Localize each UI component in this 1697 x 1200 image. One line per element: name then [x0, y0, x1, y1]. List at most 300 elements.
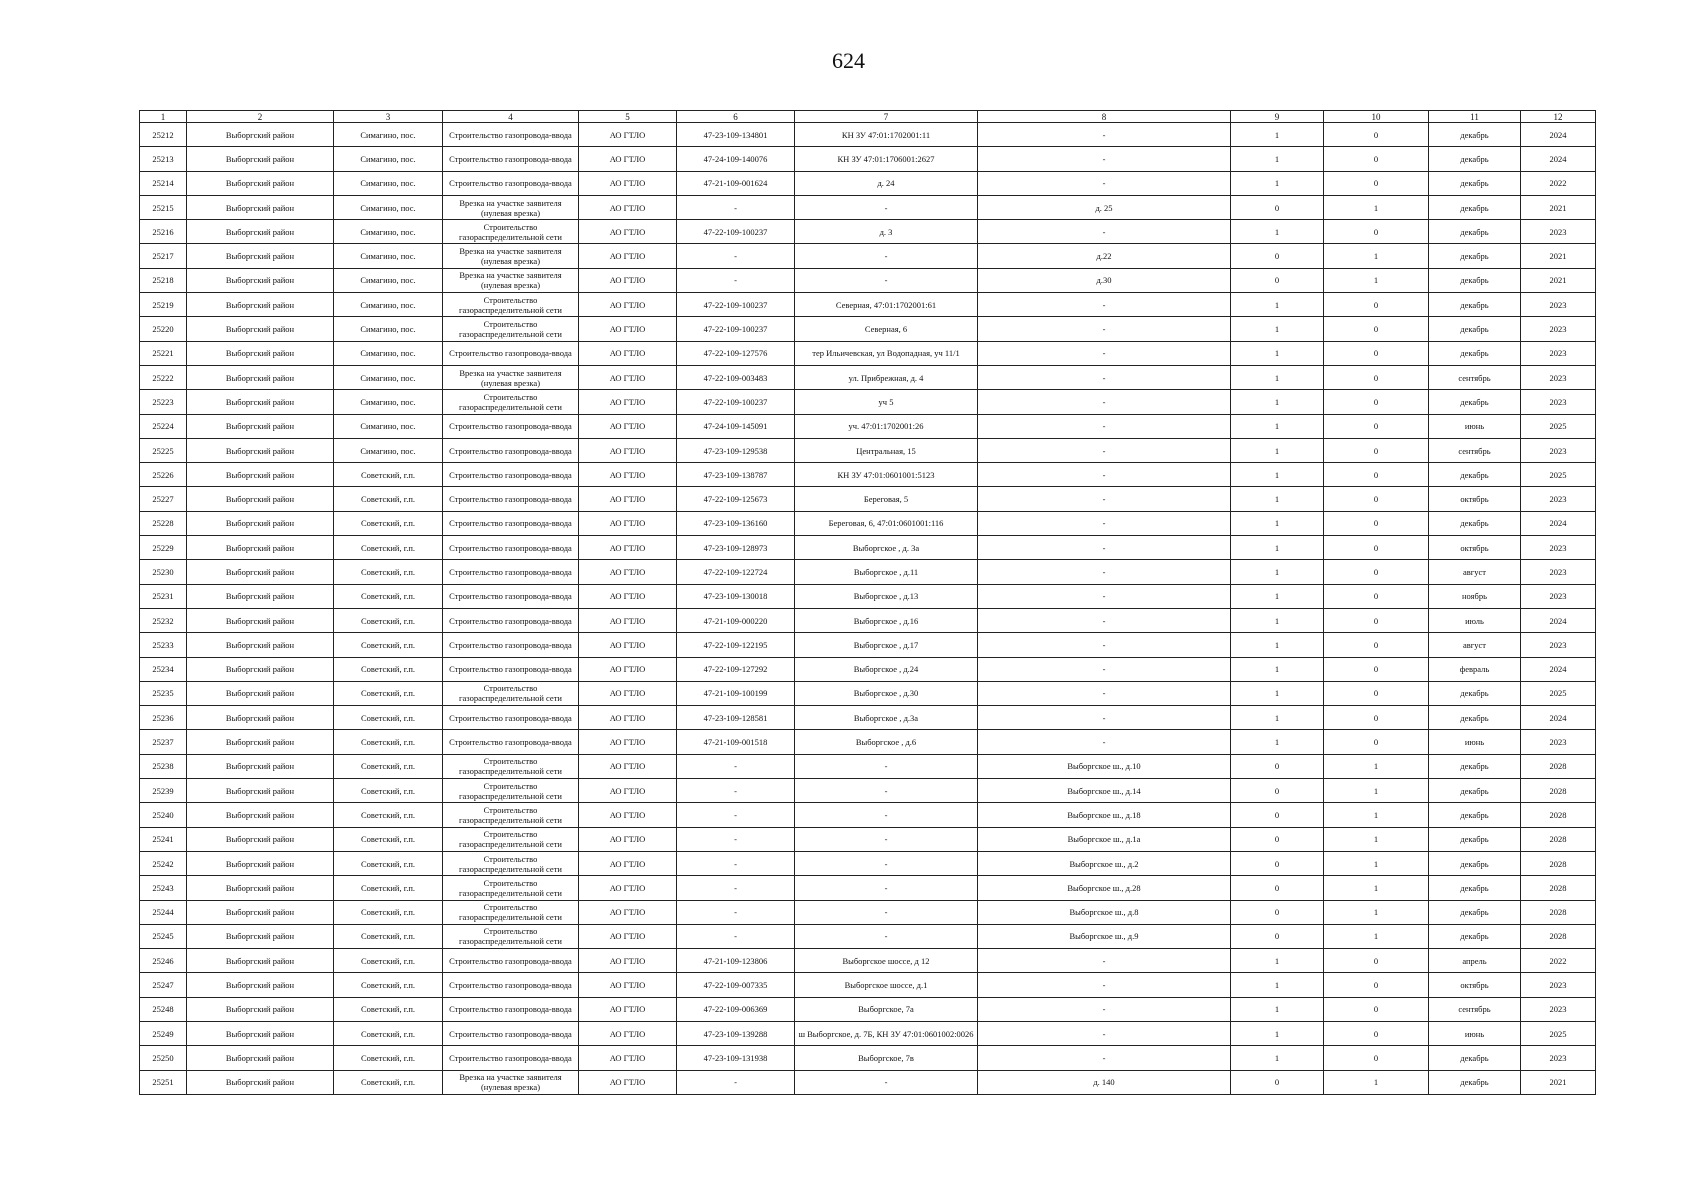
cell-month: декабрь: [1429, 754, 1521, 778]
cell-application-number: -: [677, 195, 795, 219]
cell-work-type: Строительство газораспределительной сети: [443, 924, 579, 948]
cell-year: 2021: [1521, 1070, 1596, 1094]
cell-settlement: Советский, г.п.: [334, 608, 443, 632]
cell-address: -: [795, 827, 978, 851]
cell-month: декабрь: [1429, 317, 1521, 341]
cell-work-type: Строительство газопровода-ввода: [443, 608, 579, 632]
table-row: [140, 414, 1596, 438]
cell-district: Выборгский район: [187, 365, 334, 389]
cell-row-number: 25226: [140, 463, 187, 487]
cell-month: декабрь: [1429, 195, 1521, 219]
cell-row-number: 25235: [140, 681, 187, 705]
cell-work-type: Строительство газораспределительной сети: [443, 851, 579, 875]
cell-work-type: Строительство газопровода-ввода: [443, 1046, 579, 1070]
cell-settlement: Советский, г.п.: [334, 536, 443, 560]
cell-organization: АО ГТЛО: [579, 730, 677, 754]
cell-zero-tap-count: 0: [1324, 293, 1429, 317]
cell-address: ш Выборгское, д. 7Б, КН ЗУ 47:01:0601002:0026: [795, 1021, 978, 1045]
cell-organization: АО ГТЛО: [579, 414, 677, 438]
cell-zero-tap-address: д.30: [978, 268, 1231, 292]
cell-organization: АО ГТЛО: [579, 487, 677, 511]
cell-application-number: 47-22-109-100237: [677, 317, 795, 341]
cell-work-type: Строительство газопровода-ввода: [443, 973, 579, 997]
cell-gas-input-count: 1: [1231, 147, 1324, 171]
cell-district: Выборгский район: [187, 608, 334, 632]
cell-zero-tap-count: 0: [1324, 123, 1429, 147]
cell-gas-input-count: 1: [1231, 390, 1324, 414]
cell-application-number: -: [677, 754, 795, 778]
cell-gas-input-count: 0: [1231, 244, 1324, 268]
cell-district: Выборгский район: [187, 851, 334, 875]
cell-row-number: 25239: [140, 779, 187, 803]
cell-settlement: Советский, г.п.: [334, 730, 443, 754]
cell-district: Выборгский район: [187, 973, 334, 997]
cell-settlement: Советский, г.п.: [334, 584, 443, 608]
cell-district: Выборгский район: [187, 171, 334, 195]
cell-work-type: Строительство газопровода-ввода: [443, 536, 579, 560]
cell-zero-tap-address: -: [978, 973, 1231, 997]
cell-year: 2023: [1521, 487, 1596, 511]
cell-address: ул. Прибрежная, д. 4: [795, 365, 978, 389]
cell-zero-tap-count: 0: [1324, 390, 1429, 414]
cell-year: 2025: [1521, 1021, 1596, 1045]
cell-zero-tap-address: -: [978, 730, 1231, 754]
cell-zero-tap-address: -: [978, 1021, 1231, 1045]
cell-zero-tap-address: Выборгское ш., д.18: [978, 803, 1231, 827]
cell-settlement: Симагино, пос.: [334, 123, 443, 147]
cell-settlement: Советский, г.п.: [334, 827, 443, 851]
cell-work-type: Строительство газопровода-ввода: [443, 414, 579, 438]
cell-district: Выборгский район: [187, 244, 334, 268]
cell-work-type: Строительство газораспределительной сети: [443, 900, 579, 924]
cell-organization: АО ГТЛО: [579, 876, 677, 900]
cell-zero-tap-count: 1: [1324, 851, 1429, 875]
cell-year: 2023: [1521, 341, 1596, 365]
cell-zero-tap-count: 0: [1324, 949, 1429, 973]
table-row: [140, 803, 1596, 827]
table-row: [140, 195, 1596, 219]
cell-application-number: 47-22-109-127576: [677, 341, 795, 365]
cell-month: сентябрь: [1429, 365, 1521, 389]
cell-settlement: Советский, г.п.: [334, 1070, 443, 1094]
cell-settlement: Советский, г.п.: [334, 463, 443, 487]
cell-settlement: Симагино, пос.: [334, 171, 443, 195]
cell-address: -: [795, 803, 978, 827]
cell-month: февраль: [1429, 657, 1521, 681]
cell-month: октябрь: [1429, 973, 1521, 997]
cell-row-number: 25229: [140, 536, 187, 560]
cell-gas-input-count: 1: [1231, 584, 1324, 608]
cell-gas-input-count: 1: [1231, 706, 1324, 730]
cell-zero-tap-address: -: [978, 584, 1231, 608]
column-header: 6: [677, 111, 795, 123]
cell-zero-tap-count: 0: [1324, 341, 1429, 365]
cell-organization: АО ГТЛО: [579, 244, 677, 268]
cell-address: -: [795, 1070, 978, 1094]
cell-application-number: 47-23-109-136160: [677, 511, 795, 535]
cell-gas-input-count: 0: [1231, 803, 1324, 827]
cell-district: Выборгский район: [187, 730, 334, 754]
cell-district: Выборгский район: [187, 1070, 334, 1094]
cell-work-type: Строительство газораспределительной сети: [443, 827, 579, 851]
cell-row-number: 25240: [140, 803, 187, 827]
cell-settlement: Симагино, пос.: [334, 317, 443, 341]
cell-application-number: 47-22-109-007335: [677, 973, 795, 997]
cell-zero-tap-address: -: [978, 681, 1231, 705]
cell-zero-tap-address: -: [978, 438, 1231, 462]
cell-application-number: -: [677, 827, 795, 851]
cell-year: 2023: [1521, 560, 1596, 584]
table-row: [140, 949, 1596, 973]
table-row: [140, 560, 1596, 584]
cell-zero-tap-address: -: [978, 1046, 1231, 1070]
cell-district: Выборгский район: [187, 123, 334, 147]
cell-work-type: Строительство газопровода-ввода: [443, 147, 579, 171]
cell-work-type: Строительство газопровода-ввода: [443, 463, 579, 487]
table-row: [140, 1070, 1596, 1094]
cell-row-number: 25243: [140, 876, 187, 900]
cell-zero-tap-address: -: [978, 657, 1231, 681]
cell-address: уч. 47:01:1702001:26: [795, 414, 978, 438]
cell-year: 2021: [1521, 195, 1596, 219]
cell-application-number: 47-22-109-100237: [677, 293, 795, 317]
cell-row-number: 25213: [140, 147, 187, 171]
cell-gas-input-count: 1: [1231, 293, 1324, 317]
table-row: [140, 973, 1596, 997]
table-row: [140, 608, 1596, 632]
cell-application-number: 47-24-109-145091: [677, 414, 795, 438]
column-header: 5: [579, 111, 677, 123]
cell-address: Выборгское , д.24: [795, 657, 978, 681]
cell-work-type: Строительство газораспределительной сети: [443, 390, 579, 414]
cell-zero-tap-count: 0: [1324, 1046, 1429, 1070]
cell-gas-input-count: 1: [1231, 438, 1324, 462]
cell-row-number: 25245: [140, 924, 187, 948]
cell-zero-tap-address: -: [978, 997, 1231, 1021]
cell-gas-input-count: 1: [1231, 536, 1324, 560]
cell-organization: АО ГТЛО: [579, 754, 677, 778]
cell-year: 2028: [1521, 803, 1596, 827]
table-row: [140, 827, 1596, 851]
cell-application-number: -: [677, 900, 795, 924]
cell-application-number: 47-21-109-001624: [677, 171, 795, 195]
cell-district: Выборгский район: [187, 706, 334, 730]
cell-zero-tap-count: 0: [1324, 681, 1429, 705]
cell-address: Северная, 6: [795, 317, 978, 341]
table-row: [140, 657, 1596, 681]
cell-application-number: 47-22-109-006369: [677, 997, 795, 1021]
cell-row-number: 25232: [140, 608, 187, 632]
table-row: [140, 851, 1596, 875]
cell-application-number: 47-21-109-123806: [677, 949, 795, 973]
cell-organization: АО ГТЛО: [579, 657, 677, 681]
cell-zero-tap-count: 0: [1324, 171, 1429, 195]
cell-work-type: Строительство газопровода-ввода: [443, 341, 579, 365]
cell-gas-input-count: 1: [1231, 657, 1324, 681]
cell-organization: АО ГТЛО: [579, 195, 677, 219]
cell-gas-input-count: 0: [1231, 268, 1324, 292]
cell-organization: АО ГТЛО: [579, 268, 677, 292]
cell-zero-tap-address: Выборгское ш., д.10: [978, 754, 1231, 778]
cell-address: -: [795, 779, 978, 803]
cell-year: 2021: [1521, 244, 1596, 268]
cell-month: декабрь: [1429, 390, 1521, 414]
cell-month: июнь: [1429, 1021, 1521, 1045]
cell-year: 2023: [1521, 584, 1596, 608]
cell-year: 2024: [1521, 608, 1596, 632]
table-row: [140, 365, 1596, 389]
cell-row-number: 25219: [140, 293, 187, 317]
cell-address: -: [795, 195, 978, 219]
cell-year: 2028: [1521, 924, 1596, 948]
cell-month: декабрь: [1429, 827, 1521, 851]
cell-month: декабрь: [1429, 924, 1521, 948]
cell-year: 2028: [1521, 779, 1596, 803]
cell-year: 2028: [1521, 851, 1596, 875]
cell-gas-input-count: 1: [1231, 1046, 1324, 1070]
table-row: [140, 244, 1596, 268]
cell-organization: АО ГТЛО: [579, 390, 677, 414]
table-row: [140, 584, 1596, 608]
cell-row-number: 25238: [140, 754, 187, 778]
cell-organization: АО ГТЛО: [579, 584, 677, 608]
cell-zero-tap-address: -: [978, 536, 1231, 560]
cell-month: декабрь: [1429, 511, 1521, 535]
cell-address: Выборгское , д.11: [795, 560, 978, 584]
column-header: 10: [1324, 111, 1429, 123]
cell-work-type: Строительство газопровода-ввода: [443, 633, 579, 657]
cell-work-type: Врезка на участке заявителя (нулевая врезка): [443, 268, 579, 292]
cell-settlement: Симагино, пос.: [334, 195, 443, 219]
cell-zero-tap-address: д. 140: [978, 1070, 1231, 1094]
cell-work-type: Строительство газопровода-ввода: [443, 584, 579, 608]
cell-row-number: 25228: [140, 511, 187, 535]
cell-row-number: 25249: [140, 1021, 187, 1045]
cell-zero-tap-count: 0: [1324, 487, 1429, 511]
cell-gas-input-count: 1: [1231, 487, 1324, 511]
cell-year: 2025: [1521, 681, 1596, 705]
cell-organization: АО ГТЛО: [579, 293, 677, 317]
cell-settlement: Симагино, пос.: [334, 268, 443, 292]
column-header: 4: [443, 111, 579, 123]
page-number: 624: [832, 48, 865, 73]
cell-zero-tap-count: 0: [1324, 147, 1429, 171]
cell-gas-input-count: 1: [1231, 341, 1324, 365]
cell-settlement: Симагино, пос.: [334, 438, 443, 462]
cell-application-number: 47-22-109-122724: [677, 560, 795, 584]
cell-zero-tap-count: 0: [1324, 511, 1429, 535]
cell-year: 2028: [1521, 754, 1596, 778]
cell-zero-tap-address: -: [978, 171, 1231, 195]
cell-application-number: -: [677, 851, 795, 875]
cell-zero-tap-address: -: [978, 365, 1231, 389]
cell-month: декабрь: [1429, 1070, 1521, 1094]
cell-zero-tap-count: 0: [1324, 317, 1429, 341]
table-body: [140, 123, 1596, 1095]
cell-zero-tap-address: -: [978, 511, 1231, 535]
cell-year: 2023: [1521, 730, 1596, 754]
cell-application-number: 47-22-109-003483: [677, 365, 795, 389]
cell-work-type: Строительство газопровода-ввода: [443, 487, 579, 511]
cell-zero-tap-address: -: [978, 608, 1231, 632]
cell-row-number: 25215: [140, 195, 187, 219]
table-row: [140, 997, 1596, 1021]
cell-zero-tap-count: 0: [1324, 608, 1429, 632]
cell-year: 2024: [1521, 147, 1596, 171]
cell-district: Выборгский район: [187, 536, 334, 560]
cell-organization: АО ГТЛО: [579, 924, 677, 948]
cell-organization: АО ГТЛО: [579, 997, 677, 1021]
cell-district: Выборгский район: [187, 657, 334, 681]
cell-gas-input-count: 1: [1231, 463, 1324, 487]
cell-gas-input-count: 0: [1231, 195, 1324, 219]
cell-zero-tap-address: -: [978, 463, 1231, 487]
cell-organization: АО ГТЛО: [579, 123, 677, 147]
table-row: [140, 438, 1596, 462]
cell-district: Выборгский район: [187, 220, 334, 244]
cell-work-type: Строительство газораспределительной сети: [443, 317, 579, 341]
cell-district: Выборгский район: [187, 633, 334, 657]
cell-year: 2023: [1521, 438, 1596, 462]
cell-month: декабрь: [1429, 681, 1521, 705]
cell-organization: АО ГТЛО: [579, 779, 677, 803]
cell-organization: АО ГТЛО: [579, 706, 677, 730]
cell-zero-tap-count: 1: [1324, 268, 1429, 292]
cell-address: Выборгское , д.13: [795, 584, 978, 608]
cell-year: 2028: [1521, 876, 1596, 900]
cell-row-number: 25246: [140, 949, 187, 973]
cell-address: уч 5: [795, 390, 978, 414]
cell-year: 2028: [1521, 900, 1596, 924]
cell-year: 2023: [1521, 365, 1596, 389]
cell-year: 2022: [1521, 949, 1596, 973]
cell-row-number: 25251: [140, 1070, 187, 1094]
table-row: [140, 754, 1596, 778]
cell-address: Береговая, 6, 47:01:0601001:116: [795, 511, 978, 535]
cell-address: -: [795, 754, 978, 778]
cell-address: -: [795, 876, 978, 900]
cell-settlement: Советский, г.п.: [334, 754, 443, 778]
column-header: 7: [795, 111, 978, 123]
cell-address: -: [795, 244, 978, 268]
cell-work-type: Врезка на участке заявителя (нулевая врезка): [443, 365, 579, 389]
cell-row-number: 25225: [140, 438, 187, 462]
cell-zero-tap-count: 0: [1324, 657, 1429, 681]
cell-address: Северная, 47:01:1702001:61: [795, 293, 978, 317]
cell-address: Выборгское , д.30: [795, 681, 978, 705]
cell-work-type: Строительство газопровода-ввода: [443, 171, 579, 195]
cell-settlement: Советский, г.п.: [334, 560, 443, 584]
cell-row-number: 25247: [140, 973, 187, 997]
cell-work-type: Строительство газопровода-ввода: [443, 657, 579, 681]
cell-gas-input-count: 1: [1231, 949, 1324, 973]
cell-month: апрель: [1429, 949, 1521, 973]
table-row: [140, 706, 1596, 730]
cell-row-number: 25220: [140, 317, 187, 341]
cell-district: Выборгский район: [187, 195, 334, 219]
table-row: [140, 123, 1596, 147]
cell-address: -: [795, 900, 978, 924]
cell-address: -: [795, 851, 978, 875]
cell-organization: АО ГТЛО: [579, 171, 677, 195]
column-header: 11: [1429, 111, 1521, 123]
cell-row-number: 25212: [140, 123, 187, 147]
header-row: [140, 111, 1596, 123]
cell-application-number: -: [677, 268, 795, 292]
cell-row-number: 25234: [140, 657, 187, 681]
cell-address: Выборгское , д.3а: [795, 706, 978, 730]
cell-row-number: 25216: [140, 220, 187, 244]
cell-zero-tap-count: 0: [1324, 365, 1429, 389]
cell-district: Выборгский район: [187, 268, 334, 292]
cell-row-number: 25236: [140, 706, 187, 730]
cell-settlement: Советский, г.п.: [334, 681, 443, 705]
cell-gas-input-count: 1: [1231, 997, 1324, 1021]
cell-row-number: 25221: [140, 341, 187, 365]
cell-zero-tap-address: -: [978, 487, 1231, 511]
cell-zero-tap-address: -: [978, 317, 1231, 341]
cell-month: декабрь: [1429, 900, 1521, 924]
cell-year: 2024: [1521, 706, 1596, 730]
cell-zero-tap-count: 0: [1324, 730, 1429, 754]
cell-zero-tap-address: Выборгское ш., д.14: [978, 779, 1231, 803]
cell-organization: АО ГТЛО: [579, 438, 677, 462]
cell-gas-input-count: 1: [1231, 730, 1324, 754]
cell-zero-tap-count: 1: [1324, 754, 1429, 778]
table-row: [140, 779, 1596, 803]
cell-district: Выборгский район: [187, 147, 334, 171]
cell-application-number: 47-22-109-125673: [677, 487, 795, 511]
cell-row-number: 25233: [140, 633, 187, 657]
cell-address: Выборгское шоссе, д.1: [795, 973, 978, 997]
cell-month: декабрь: [1429, 803, 1521, 827]
cell-year: 2021: [1521, 268, 1596, 292]
cell-row-number: 25230: [140, 560, 187, 584]
cell-work-type: Строительство газораспределительной сети: [443, 293, 579, 317]
cell-district: Выборгский район: [187, 317, 334, 341]
cell-work-type: Строительство газораспределительной сети: [443, 779, 579, 803]
cell-row-number: 25224: [140, 414, 187, 438]
cell-month: декабрь: [1429, 851, 1521, 875]
cell-application-number: -: [677, 876, 795, 900]
cell-month: декабрь: [1429, 244, 1521, 268]
cell-district: Выборгский район: [187, 949, 334, 973]
table-row: [140, 317, 1596, 341]
cell-district: Выборгский район: [187, 997, 334, 1021]
cell-zero-tap-count: 0: [1324, 633, 1429, 657]
cell-year: 2024: [1521, 657, 1596, 681]
cell-organization: АО ГТЛО: [579, 463, 677, 487]
cell-zero-tap-count: 0: [1324, 584, 1429, 608]
table-row: [140, 681, 1596, 705]
cell-month: декабрь: [1429, 779, 1521, 803]
cell-settlement: Советский, г.п.: [334, 511, 443, 535]
cell-application-number: 47-23-109-138787: [677, 463, 795, 487]
cell-row-number: 25237: [140, 730, 187, 754]
cell-application-number: -: [677, 1070, 795, 1094]
cell-month: декабрь: [1429, 293, 1521, 317]
cell-district: Выборгский район: [187, 584, 334, 608]
cell-application-number: 47-22-109-100237: [677, 390, 795, 414]
cell-work-type: Строительство газораспределительной сети: [443, 754, 579, 778]
column-header: 3: [334, 111, 443, 123]
table-row: [140, 463, 1596, 487]
cell-application-number: 47-21-109-100199: [677, 681, 795, 705]
column-header: 2: [187, 111, 334, 123]
cell-month: декабрь: [1429, 341, 1521, 365]
cell-year: 2023: [1521, 536, 1596, 560]
cell-year: 2028: [1521, 827, 1596, 851]
